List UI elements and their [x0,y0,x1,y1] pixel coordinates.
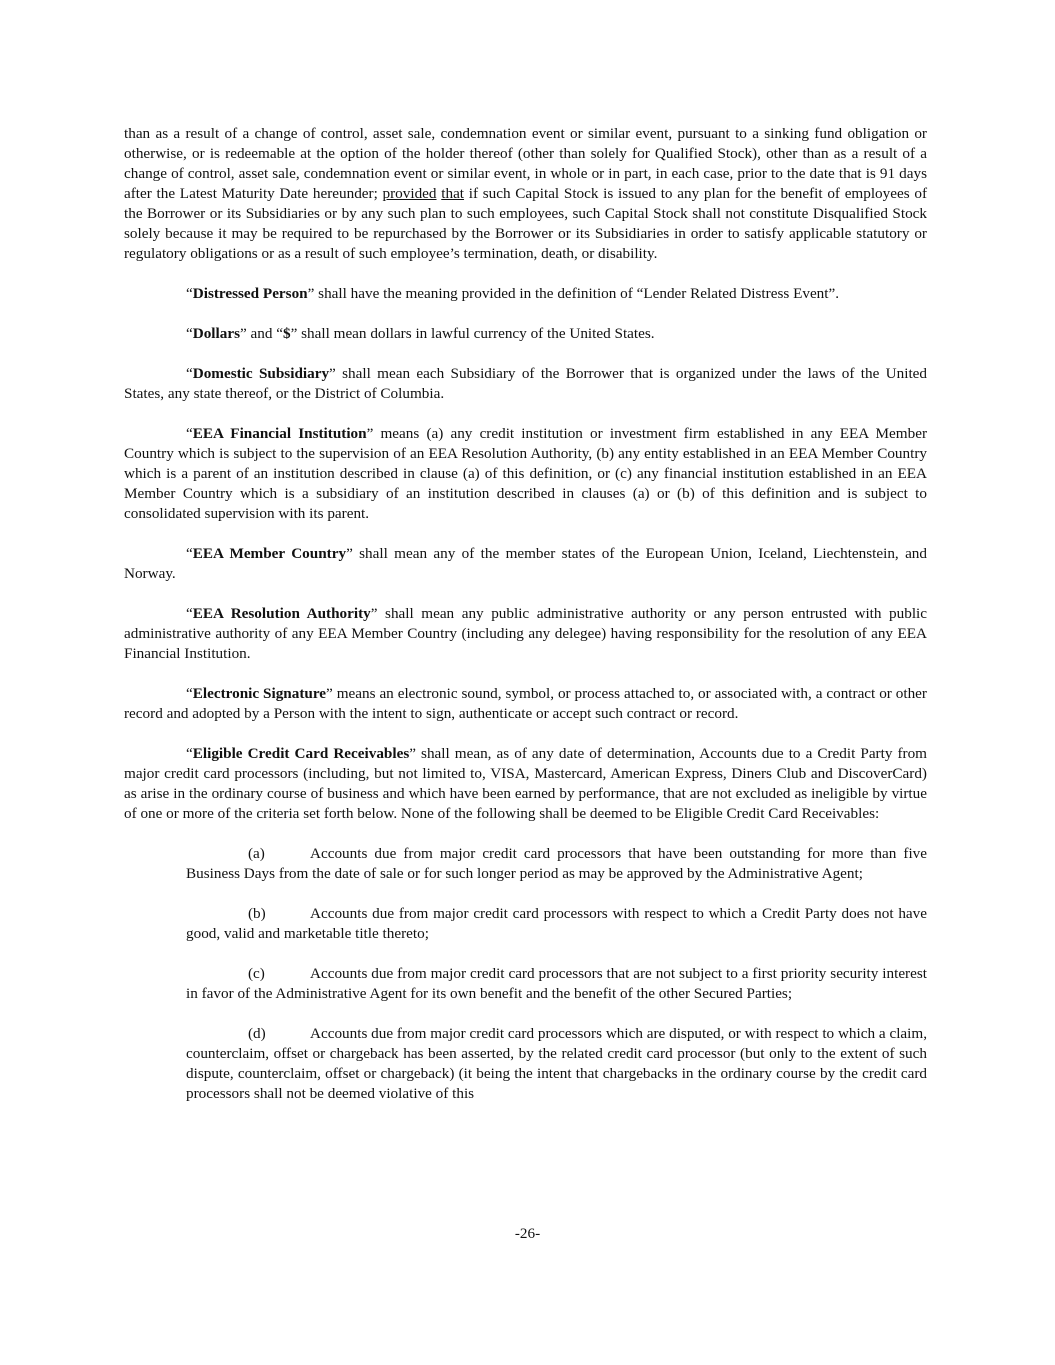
defined-term: EEA Resolution Authority [192,605,371,622]
disqualified-stock-continuation: than as a result of a change of control, asset sale, condemnation event or similar event, pursuant to a sinking fund obligation or otherwise, or is redeemable at the option of the holder thereof (other than solely for Qualified Stock), other than as a result of a change of control, asset sale, condemnation event or similar event, in whole or in part, in each case, prior to the date that is 91 days after the Latest Maturity Date hereunder; provided that if such Capital Stock is issued to any plan for the benefit of employees of the Borrower or its Subsidiaries or by any such plan to such employees, such Capital Stock shall not constitute Disqualified Stock solely because it may be required to be repurchased by the Borrower or its Subsidiaries in order to satisfy applicable statutory or regulatory obligations or as a result of such employee’s termination, death, or disability. [124,125,928,262]
definition-eea-financial-institution: “EEA Financial Institution” means (a) any credit institution or investment firm established in any EEA Member Country which is subject to the supervision of an EEA Resolution Authority, (b) any entity established in an EEA Member Country which is a parent of an institution described in clause (a) of this definition, or (c) any financial institution established in an EEA Member Country which is a subsidiary of an institution described in clauses (a) or (b) of this definition and is subject to consolidated supervision with its parent. [124,425,927,522]
page-number: -26- [514,1225,541,1242]
definition-eea-resolution-authority: “EEA Resolution Authority” shall mean any public administrative authority or any person entrusted with public administrative authority of any EEA Member Country (including any delegee) having responsibility for the resolution of any EEA Financial Institution. [124,605,927,662]
provided-underlined: provided [382,185,437,202]
defined-term: Electronic Signature [192,685,327,702]
clause-label: (d) [248,1025,266,1042]
definition-electronic-signature: “Electronic Signature” means an electronic sound, symbol, or process attached to, or associated with, a contract or other record and adopted by a Person with the intent to sign, authenticate or accept such contract or record. [124,685,927,722]
definition-eea-member-country: “EEA Member Country” shall mean any of the member states of the European Union, Iceland, Liechtenstein, and Norway. [124,545,927,582]
clause-b: (b) Accounts due from major credit card processors with respect to which a Credit Party does not have good, valid and marketable title thereto; [186,905,927,942]
defined-term: $ [283,325,291,342]
defined-term: Dollars [192,325,240,342]
defined-term: EEA Financial Institution [192,425,367,442]
that-underlined: that [441,185,465,202]
definition-eligible-credit-card-receivables: “Eligible Credit Card Receivables” shall mean, as of any date of determination, Accounts due to a Credit Party from major credit card processors (including, but not limited to, VISA, Mastercard, American Express, Diners Club and DiscoverCard) as arise in the ordinary course of business and which have been earned by performance, that are not excluded as ineligible by virtue of one or more of the criteria set forth below. None of the following shall be deemed to be Eligible Credit Card Receivables: [124,745,928,822]
clause-c: (c) Accounts due from major credit card processors that are not subject to a first priority security interest in favor of the Administrative Agent for its own benefit and the benefit of the other Secured Parties; [186,965,927,1002]
defined-term: Distressed Person [192,285,308,302]
clause-label: (a) [248,845,265,862]
clause-d: (d) Accounts due from major credit card processors which are disputed, or with respect to which a claim, counterclaim, offset or chargeback has been asserted, by the related credit card processor (but only to the extent of such dispute, counterclaim, offset or chargeback) (it being the intent that chargebacks in the ordinary course by the credit card processors shall not be deemed violative of this [186,1025,927,1102]
document-page [124,124,927,1104]
clause-label: (c) [248,965,265,982]
clause-a: (a) Accounts due from major credit card processors that have been outstanding for more than five Business Days from the date of sale or for such longer period as may be approved by the Administrative Agent; [186,845,927,882]
definition-distressed-person: “Distressed Person” shall have the meaning provided in the definition of “Lender Related Distress Event”. [186,285,840,302]
defined-term: Eligible Credit Card Receivables [192,745,410,762]
definition-domestic-subsidiary: “Domestic Subsidiary” shall mean each Subsidiary of the Borrower that is organized under the laws of the United States, any state thereof, or the District of Columbia. [124,365,927,402]
definition-dollars: “Dollars” and “$” shall mean dollars in lawful currency of the United States. [186,325,655,342]
defined-term: EEA Member Country [192,545,347,562]
clause-label: (b) [248,905,266,922]
defined-term: Domestic Subsidiary [192,365,330,382]
